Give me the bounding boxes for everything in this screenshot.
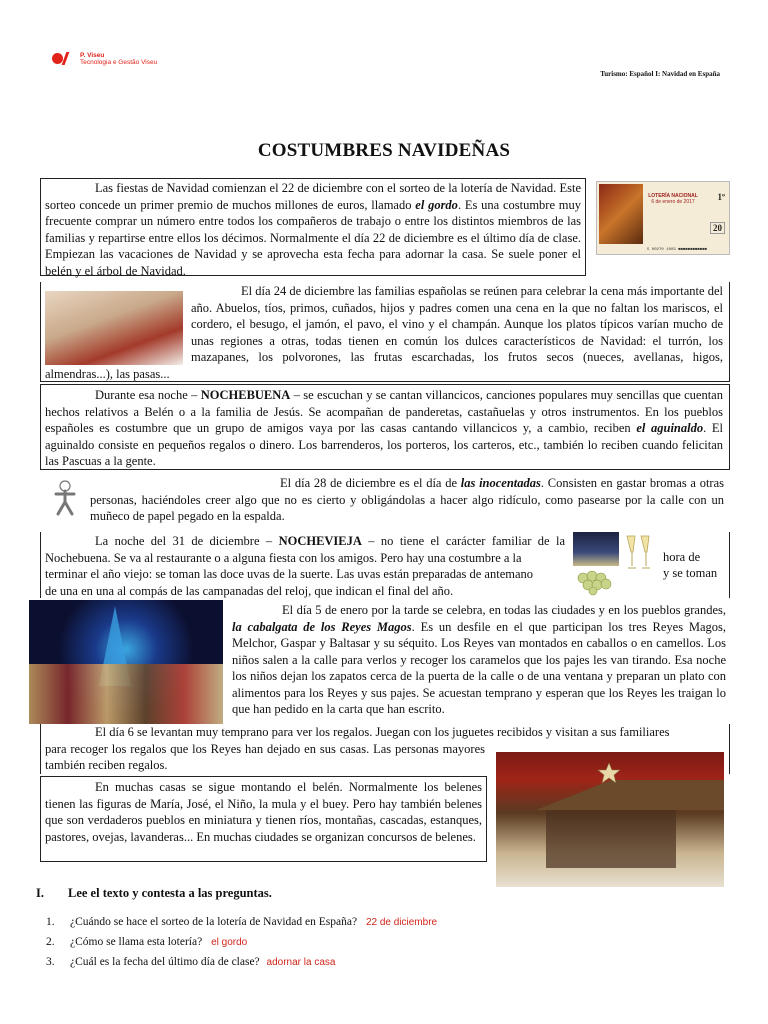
puerta-del-sol-image <box>573 532 619 566</box>
champagne-glasses-image <box>621 534 655 574</box>
logo-icon <box>52 52 74 66</box>
paragraph-nochebuena-dinner: El día 24 de diciembre las familias españolas se reúnen para celebrar la cena más importante del año. Abuelos, tíos, primos, cuñados, hijos y padres comen una cena en la que no faltan los mariscos, el cordero, el besugo, el jamón, el pavo, el vino y el champán. Aunque los platos típicos varían mucho de unas regiones a otras, todas tienen en común los dulces característicos de Navidad: el turrón, los mazapanes, los polvorones, las frutas escarchadas, los frutos secos (nueces, avellanas, higos, almendras...), las pasas... <box>40 282 730 382</box>
lottery-ticket-image: LOTERÍA NACIONAL 6 de enero de 2017 1º 20 5 00270 1003 ■■■■■■■■■■■■ <box>596 181 730 255</box>
paragraph-dia-6: El día 6 se levantan muy temprano para ver los regalos. Juegan con los juguetes recibidos y visitan a sus familiares para recoger los regalos que los Reyes han dejado en sus casas. Las personas mayores también reciben regalos. <box>40 724 730 774</box>
answer-3[interactable]: adornar la casa <box>266 957 336 968</box>
nochevieja-line-end-2: y se toman <box>663 566 718 580</box>
logo-line2: Tecnologia e Gestão Viseu <box>80 59 158 66</box>
question-1: 1. ¿Cuándo se hace el sorteo de la lotería de Navidad en España? 22 de diciembre <box>46 916 438 928</box>
logo <box>52 52 157 66</box>
family-dinner-image <box>45 291 183 365</box>
question-3: 3. ¿Cuál es la fecha del último día de clase? adornar la casa <box>46 956 336 968</box>
answer-1[interactable]: 22 de diciembre <box>365 917 438 928</box>
grapes-image <box>573 568 621 596</box>
paragraph-cabalgata: El día 5 de enero por la tarde se celebra, en todas las ciudades y en los pueblos grandes, la cabalgata de los Reyes Magos. Es un desfile en el que participan los tres Reyes Magos, Melchor, Gaspar y Baltasar y su séquito. Los Reyes van montados en caballos o en camellos. Los niños salen a la calle para verlos y recoger los caramelos que los pajes les van tirando. Esa noche los niños dejan los zapatos cerca de la puerta de la calle o de una ventana y preparan un plato con alimentos para los Reyes y sus pajes. Se acuestan temprano y esperan que los Reyes les traigan lo que han pedido en la carta que han escrito. <box>232 603 727 716</box>
course-header: Turismo: Español I: Navidad en España <box>600 70 720 78</box>
paper-doll-icon <box>50 480 80 516</box>
nativity-scene-image <box>496 752 724 887</box>
logo-line1: P. Viseu <box>80 52 105 59</box>
answer-2[interactable]: el gordo <box>211 937 248 948</box>
nochevieja-line4: de una en una al compás de las campanadas del reloj, que indican el final del año. <box>45 583 454 598</box>
paragraph-lottery: Las fiestas de Navidad comienzan el 22 de diciembre con el sorteo de la lotería de Navidad. Este sorteo concede un primer premio de muchos millones de euros, llamado el gordo. Es una costumbre muy frecuente comprar un número entre todos los compañeros de trabajo o entre los distintos miembros de las familias y repartirse entre ellos los décimos. Normalmente el día 22 de diciembre es el último día de clase. Empiezan las vacaciones de Navidad y se aprovecha esta fecha para adornar la casa. Se suele poner el belén y el árbol de Navidad. <box>40 178 586 276</box>
star-icon <box>596 762 622 784</box>
section-heading: I. Lee el texto y contesta a las preguntas. <box>36 886 272 900</box>
reyes-magos-parade-image <box>29 600 223 724</box>
page-title: COSTUMBRES NAVIDEÑAS <box>257 140 511 161</box>
paragraph-nochevieja: La noche del 31 de diciembre – NOCHEVIEJA – no tiene el carácter familiar de la Nochebuena. Se va al restaurante o a alguna fiesta con los amigos. Pero hay una costumbre a la hora de terminar el año viejo: se toman las doce uvas de la suerte. Las uvas están preparadas de antemano y se toman de una en una al compás de las campanadas del reloj, que indican el final del año. <box>40 532 730 598</box>
paragraph-inocentadas: El día 28 de diciembre es el día de las inocentadas. Consisten en gastar bromas a otras personas, haciéndoles creer algo que no es cierto y obligándolas a hacer algo ridículo, como pasearse por la calle con un muñeco de papel pegado en la espalda. <box>40 474 730 528</box>
paragraph-belenes: En muchas casas se sigue montando el belén. Normalmente los belenes tienen las figuras de María, José, el Niño, la mula y el buey. Pero hay también belenes que son verdaderos pueblos en miniatura y tienen ríos, montañas, cascadas, estanques, pastores, ovejas, lavanderas... En muchas ciudades se organizan concursos de belenes. <box>40 776 487 862</box>
nochevieja-line-end-1: hora de <box>663 550 701 564</box>
paragraph-villancicos: Durante esa noche – NOCHEBUENA – se escuchan y se cantan villancicos, canciones populares muy sencillas que cuentan hechos relativos a Belén o a la familia de Jesús. Se acompañan de panderetas, castañuelas y otros instrumentos. En los pueblos españoles es costumbre que un grupo de amigos vaya por las casas cantando villancicos y, a cambio, reciben el aguinaldo. El aguinaldo consiste en pequeños regalos o dinero. Los barrenderos, los porteros, los carteros, etc., también lo reciben cuando felicitan las Pascuas a la gente. <box>40 384 730 470</box>
question-2: 2. ¿Cómo se llama esta lotería? el gordo <box>46 936 248 948</box>
nochevieja-line3: terminar el año viejo: se toman las doce uvas de la suerte. Las uvas están preparadas de antemano <box>45 567 534 581</box>
